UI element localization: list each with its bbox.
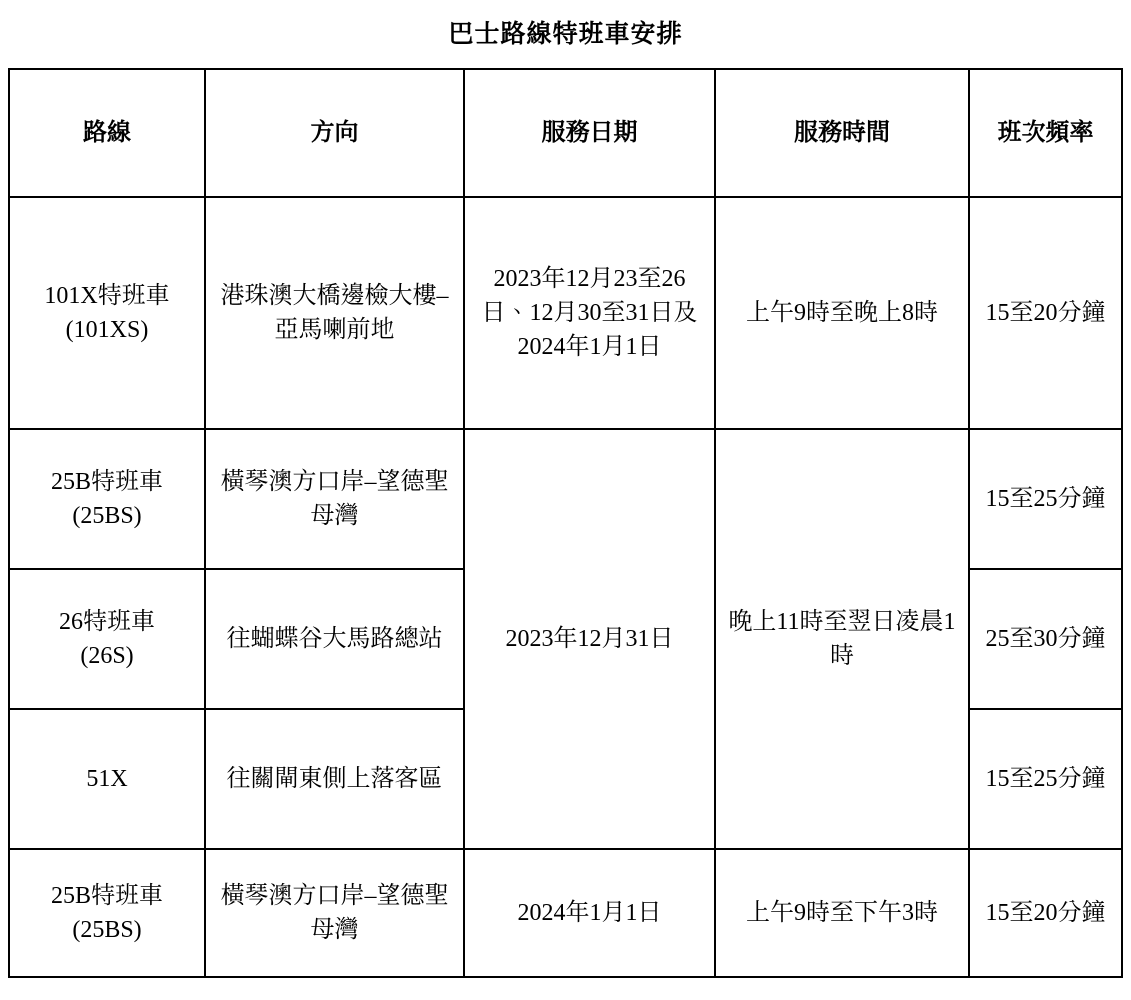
column-header-service-date: 服務日期 xyxy=(464,69,715,197)
cell-service-date: 2023年12月31日 xyxy=(464,429,715,849)
cell-direction: 往關閘東側上落客區 xyxy=(205,709,464,849)
cell-route: 25B特班車 (25BS) xyxy=(9,429,205,569)
cell-service-date: 2024年1月1日 xyxy=(464,849,715,977)
cell-frequency: 15至25分鐘 xyxy=(969,429,1122,569)
bus-special-service-table xyxy=(8,68,1123,978)
cell-frequency: 15至25分鐘 xyxy=(969,709,1122,849)
cell-route: 51X xyxy=(9,709,205,849)
cell-direction: 港珠澳大橋邊檢大樓–亞馬喇前地 xyxy=(205,197,464,429)
column-header-service-time: 服務時間 xyxy=(715,69,969,197)
cell-service-time: 上午9時至下午3時 xyxy=(715,849,969,977)
cell-direction: 橫琴澳方口岸–望德聖母灣 xyxy=(205,429,464,569)
cell-route: 25B特班車 (25BS) xyxy=(9,849,205,977)
cell-service-time: 上午9時至晚上8時 xyxy=(715,197,969,429)
table-row xyxy=(9,849,1122,977)
cell-route: 26特班車 (26S) xyxy=(9,569,205,709)
cell-frequency: 15至20分鐘 xyxy=(969,849,1122,977)
page-title: 巴士路線特班車安排 xyxy=(448,20,683,48)
cell-direction: 往蝴蝶谷大馬路總站 xyxy=(205,569,464,709)
cell-frequency: 25至30分鐘 xyxy=(969,569,1122,709)
cell-service-time: 晚上11時至翌日凌晨1時 xyxy=(715,429,969,849)
table-row xyxy=(9,197,1122,429)
table-row xyxy=(9,429,1122,569)
cell-frequency: 15至20分鐘 xyxy=(969,197,1122,429)
column-header-frequency: 班次頻率 xyxy=(969,69,1122,197)
table-header-row xyxy=(9,69,1122,197)
column-header-route: 路線 xyxy=(9,69,205,197)
column-header-direction: 方向 xyxy=(205,69,464,197)
cell-route: 101X特班車 (101XS) xyxy=(9,197,205,429)
cell-direction: 橫琴澳方口岸–望德聖母灣 xyxy=(205,849,464,977)
cell-service-date: 2023年12月23至26日、12月30至31日及2024年1月1日 xyxy=(464,197,715,429)
